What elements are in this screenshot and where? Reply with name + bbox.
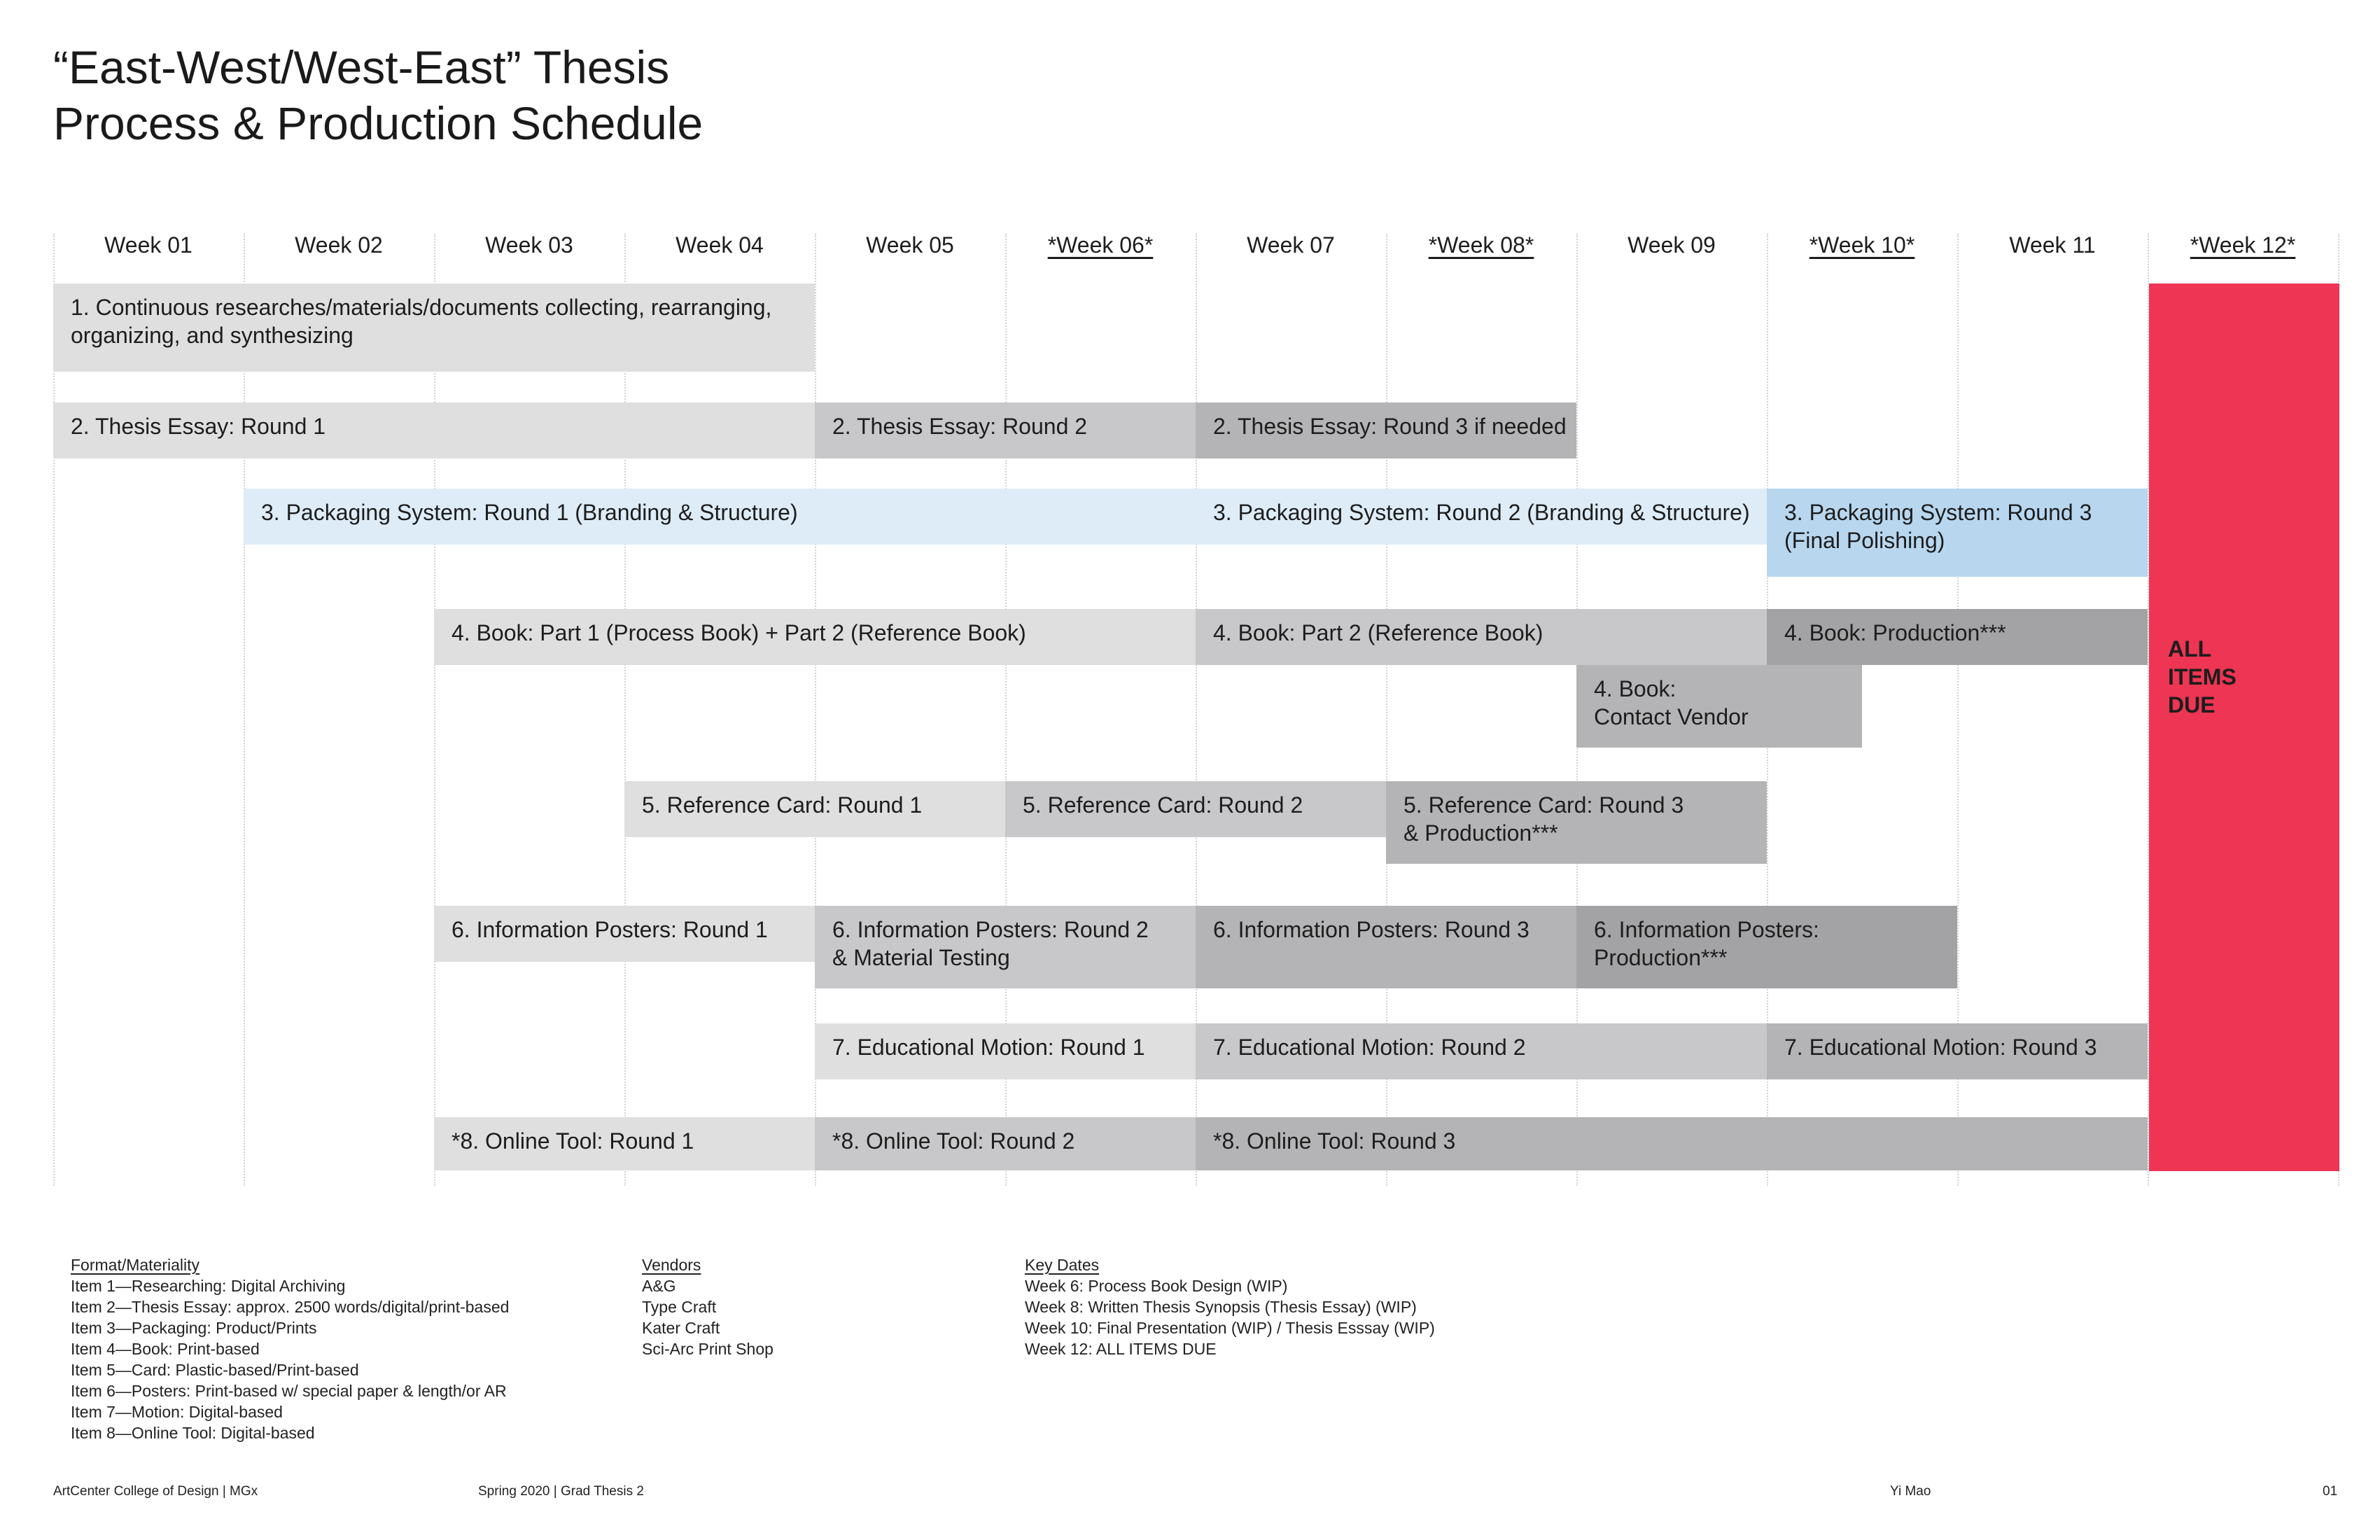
key-date-item: Week 6: Process Book Design (WIP) bbox=[1025, 1277, 1288, 1295]
bar-posters-production bbox=[1576, 906, 1957, 988]
format-item: Item 6—Posters: Print-based w/ special paper & length/or AR bbox=[71, 1382, 507, 1400]
week-header-10: *Week 10* bbox=[1809, 232, 1915, 258]
vendor-item: Type Craft bbox=[642, 1298, 717, 1316]
week-header-02: Week 02 bbox=[295, 232, 383, 258]
week-header-04: Week 04 bbox=[676, 232, 764, 258]
bar-book-contact-vendor-line-1: 4. Book: bbox=[1594, 676, 1676, 701]
bar-posters-round-2-line-2: & Material Testing bbox=[832, 945, 1010, 970]
due-line-3: DUE bbox=[2168, 692, 2216, 718]
bar-card-round-2: 5. Reference Card: Round 2 bbox=[1005, 781, 1386, 837]
key-date-item: Week 10: Final Presentation (WIP) / Thesis Esssay (WIP) bbox=[1025, 1319, 1435, 1337]
week-header-06: *Week 06* bbox=[1047, 232, 1154, 258]
bar-packaging-round-2: 3. Packaging System: Round 2 (Branding & Structure) bbox=[1196, 489, 1767, 545]
week-header-08: *Week 08* bbox=[1428, 232, 1534, 258]
format-item: Item 4—Book: Print-based bbox=[71, 1340, 260, 1358]
gridline bbox=[53, 234, 55, 1186]
format-item: Item 3—Packaging: Product/Prints bbox=[71, 1319, 317, 1337]
format-item: Item 1—Researching: Digital Archiving bbox=[71, 1277, 346, 1295]
bar-posters-round-2-line-1: 6. Information Posters: Round 2 bbox=[832, 917, 1149, 942]
format-materiality-notes bbox=[71, 1254, 509, 1443]
week-header-05: Week 05 bbox=[866, 232, 954, 258]
bar-packaging-round-3-line-1: 3. Packaging System: Round 3 bbox=[1784, 500, 2092, 525]
bar-posters-round-1: 6. Information Posters: Round 1 bbox=[434, 906, 815, 962]
bar-book-contact-vendor bbox=[1576, 665, 1862, 748]
bar-posters-production-line-1: 6. Information Posters: bbox=[1594, 917, 1819, 942]
bar-motion-round-1: 7. Educational Motion: Round 1 bbox=[815, 1023, 1196, 1079]
vendors-notes bbox=[642, 1254, 774, 1359]
week-header-09: Week 09 bbox=[1628, 232, 1716, 258]
bar-research bbox=[53, 284, 815, 372]
bar-posters-round-2 bbox=[815, 906, 1196, 988]
bar-packaging-round-1: 3. Packaging System: Round 1 (Branding & Structure) bbox=[244, 489, 1196, 545]
bar-essay-round-1: 2. Thesis Essay: Round 1 bbox=[53, 402, 815, 458]
title-line-2: Process & Production Schedule bbox=[53, 97, 704, 149]
vendor-item: Kater Craft bbox=[642, 1319, 720, 1337]
format-heading: Format/Materiality bbox=[71, 1256, 200, 1274]
week-header-01: Week 01 bbox=[104, 232, 192, 258]
bar-research-line-1: 1. Continuous researches/materials/documents collecting, rearranging, bbox=[71, 295, 772, 320]
page-title bbox=[53, 39, 703, 151]
bar-research-line-2: organizing, and synthesizing bbox=[71, 323, 354, 348]
key-dates-heading: Key Dates bbox=[1025, 1256, 1100, 1274]
title-line-1: “East-West/West-East” Thesis bbox=[53, 41, 670, 93]
bar-posters-round-3: 6. Information Posters: Round 3 bbox=[1196, 906, 1576, 988]
bar-packaging-round-3 bbox=[1767, 489, 2148, 577]
bar-book-contact-vendor-line-2: Contact Vendor bbox=[1594, 704, 1749, 729]
due-line-1: ALL bbox=[2168, 636, 2212, 662]
key-dates-notes bbox=[1025, 1254, 1435, 1359]
gridline bbox=[624, 234, 626, 1186]
footer-author: Yi Mao bbox=[1890, 1484, 1931, 1499]
week-header-03: Week 03 bbox=[485, 232, 573, 258]
vendor-item: Sci-Arc Print Shop bbox=[642, 1340, 774, 1358]
bar-online-round-2: *8. Online Tool: Round 2 bbox=[815, 1117, 1196, 1170]
all-items-due-block bbox=[2149, 284, 2339, 1171]
format-item: Item 7—Motion: Digital-based bbox=[71, 1403, 283, 1421]
week-header-12: *Week 12* bbox=[2190, 232, 2296, 258]
bar-card-round-3-line-1: 5. Reference Card: Round 3 bbox=[1404, 792, 1684, 818]
bar-online-round-1: *8. Online Tool: Round 1 bbox=[434, 1117, 815, 1170]
gridline bbox=[244, 234, 245, 1186]
gridline bbox=[434, 234, 435, 1186]
bar-book-part-2: 4. Book: Part 2 (Reference Book) bbox=[1196, 609, 1767, 665]
footer-term: Spring 2020 | Grad Thesis 2 bbox=[478, 1484, 644, 1499]
bar-essay-round-2: 2. Thesis Essay: Round 2 bbox=[815, 402, 1196, 458]
week-header-11: Week 11 bbox=[2009, 232, 2096, 258]
bar-motion-round-2: 7. Educational Motion: Round 2 bbox=[1196, 1023, 1767, 1079]
due-line-2: ITEMS bbox=[2168, 664, 2236, 690]
bar-book-production: 4. Book: Production*** bbox=[1767, 609, 2148, 665]
vendors-heading: Vendors bbox=[642, 1256, 701, 1274]
key-date-item: Week 12: ALL ITEMS DUE bbox=[1025, 1340, 1217, 1358]
bar-posters-production-line-2: Production*** bbox=[1594, 945, 1728, 970]
bar-essay-round-3: 2. Thesis Essay: Round 3 if needed bbox=[1196, 402, 1576, 458]
format-item: Item 8—Online Tool: Digital-based bbox=[71, 1424, 315, 1442]
bar-card-round-1: 5. Reference Card: Round 1 bbox=[624, 781, 1005, 837]
bar-book-part-1: 4. Book: Part 1 (Process Book) + Part 2 (Reference Book) bbox=[434, 609, 1196, 665]
format-item: Item 2—Thesis Essay: approx. 2500 words/digital/print-based bbox=[71, 1298, 510, 1316]
bar-motion-round-3: 7. Educational Motion: Round 3 bbox=[1767, 1023, 2148, 1079]
key-date-item: Week 8: Written Thesis Synopsis (Thesis Essay) (WIP) bbox=[1025, 1298, 1417, 1316]
week-header-07: Week 07 bbox=[1247, 232, 1335, 258]
bar-online-round-3: *8. Online Tool: Round 3 bbox=[1196, 1117, 2148, 1170]
bar-packaging-round-3-line-2: (Final Polishing) bbox=[1784, 528, 1945, 553]
format-item: Item 5—Card: Plastic-based/Print-based bbox=[71, 1361, 359, 1379]
vendor-item: A&G bbox=[642, 1277, 676, 1295]
bar-card-round-3-line-2: & Production*** bbox=[1404, 820, 1558, 846]
footer-page-number: 01 bbox=[2323, 1484, 2338, 1499]
footer-school: ArtCenter College of Design | MGx bbox=[53, 1484, 258, 1499]
bar-card-round-3 bbox=[1386, 781, 1767, 864]
